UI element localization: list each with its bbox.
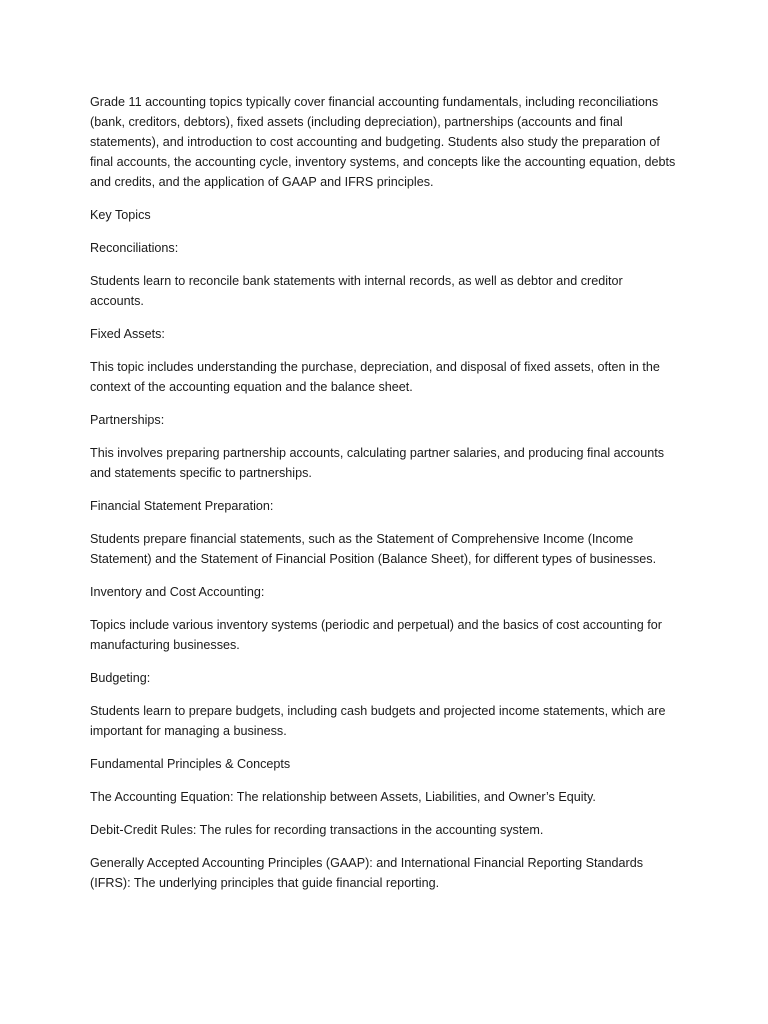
key-topics-heading: Key Topics <box>90 208 151 222</box>
topic-heading-inventory: Inventory and Cost Accounting: <box>90 585 265 599</box>
topic-heading-budgeting: Budgeting: <box>90 671 151 685</box>
topic-body-fixed-assets: This topic includes understanding the purchase, depreciation, and disposal of fixed assets, often in the context of the accounting equation and the balance sheet. <box>90 360 660 394</box>
topic-heading-reconciliations: Reconciliations: <box>90 241 179 255</box>
principle-gaap-ifrs: Generally Accepted Accounting Principles (GAAP): and International Financial Reporting Standards (IFRS): The underlying principles that guide financial reporting. <box>90 856 644 890</box>
topic-body-budgeting: Students learn to prepare budgets, including cash budgets and projected income statements, which are important for managing a business. <box>90 704 666 738</box>
topic-heading-partnerships: Partnerships: <box>90 413 165 427</box>
topic-heading-fixed-assets: Fixed Assets: <box>90 327 165 341</box>
document-body <box>90 92 680 906</box>
topic-body-financial-statements: Students prepare financial statements, such as the Statement of Comprehensive Income (Income Statement) and the Statement of Financial Position (Balance Sheet), for different types of businesses. <box>90 532 657 566</box>
intro-paragraph: Grade 11 accounting topics typically cover financial accounting fundamentals, including reconciliations (bank, creditors, debtors), fixed assets (including depreciation), partnerships (accounts and final statements), and introduction to cost accounting and budgeting. Students also study the preparation of final accounts, the accounting cycle, inventory systems, and concepts like the accounting equation, debts and credits, and the application of GAAP and IFRS principles. <box>90 95 676 189</box>
topic-body-reconciliations: Students learn to reconcile bank statements with internal records, as well as debtor and creditor accounts. <box>90 274 623 308</box>
topic-body-partnerships: This involves preparing partnership accounts, calculating partner salaries, and producing final accounts and statements specific to partnerships. <box>90 446 665 480</box>
topic-heading-financial-statements: Financial Statement Preparation: <box>90 499 274 513</box>
principle-debit-credit: Debit-Credit Rules: The rules for recording transactions in the accounting system. <box>90 823 544 837</box>
principles-heading: Fundamental Principles & Concepts <box>90 757 291 771</box>
principle-accounting-equation: The Accounting Equation: The relationship between Assets, Liabilities, and Owner’s Equity. <box>90 790 596 804</box>
topic-body-inventory: Topics include various inventory systems (periodic and perpetual) and the basics of cost accounting for manufacturing businesses. <box>90 618 662 652</box>
